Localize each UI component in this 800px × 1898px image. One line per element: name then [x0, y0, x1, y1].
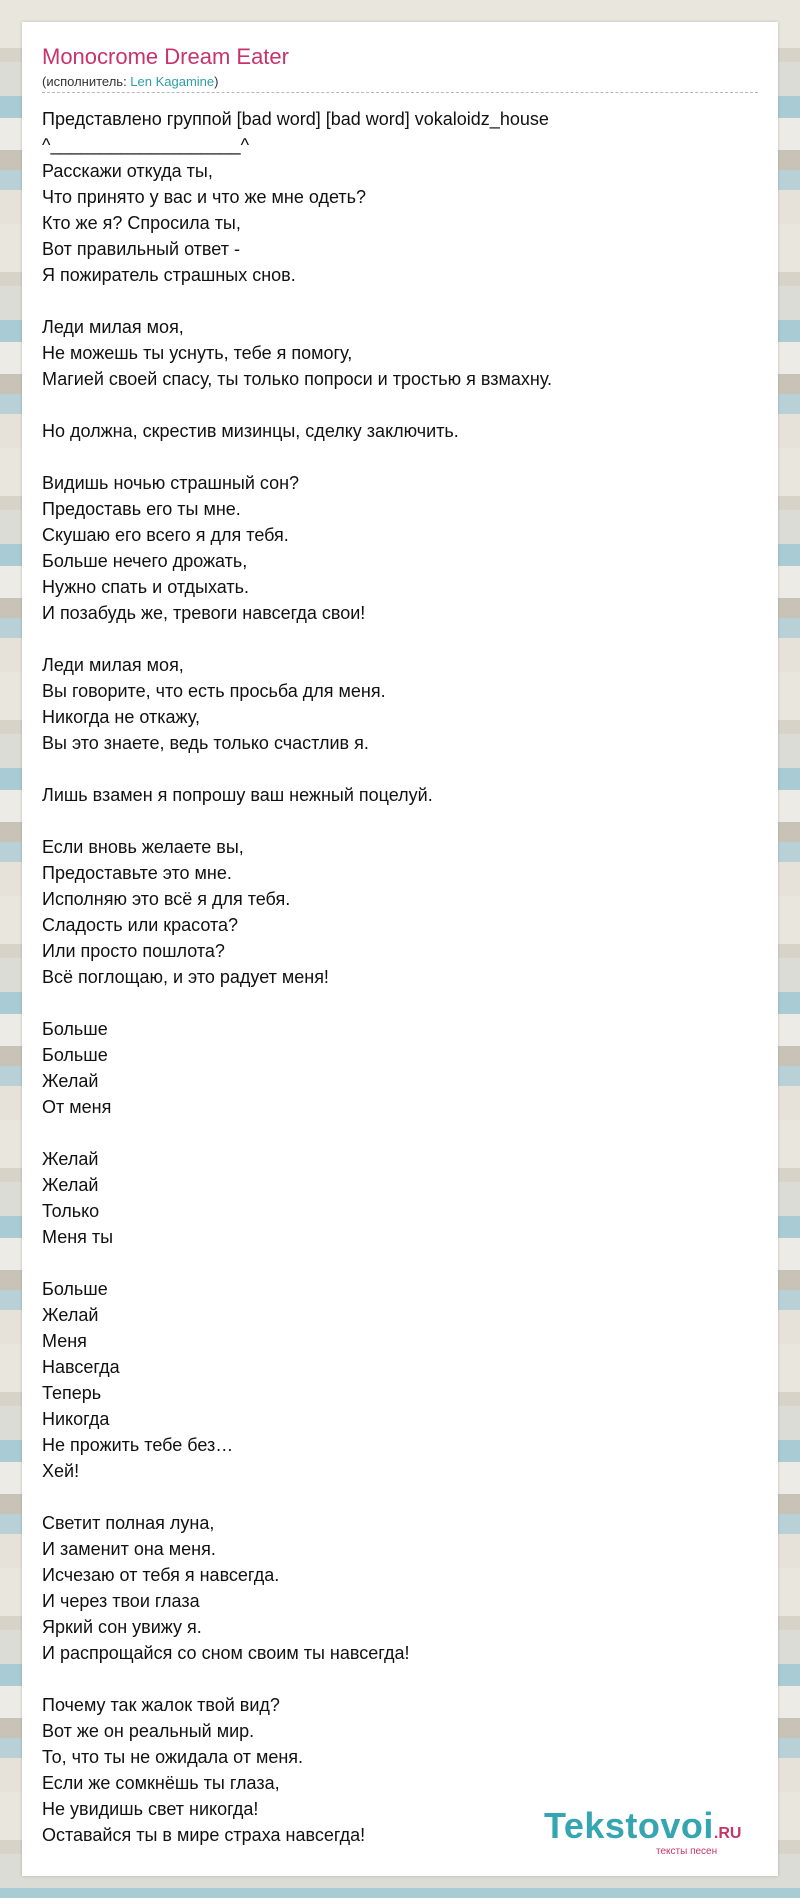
performer-prefix: (исполнитель:	[42, 74, 131, 89]
lyrics-text: Представлено группой [bad word] [bad word] vokaloidz_house ^___________________^ Расскажи откуда ты, Что принято у вас и что же мне одеть? Кто же я? Спросила ты, Вот правильный ответ - Я пожиратель страшных снов. Леди милая моя, Не можешь ты уснуть, тебе я помогу, Магией своей спасу, ты только попроси и тростью я взмахну. Но должна, скрестив мизинцы, сделку заключить. Видишь ночью страшный сон? Предоставь его ты мне. Скушаю его всего я для тебя. Больше нечего дрожать, Нужно спать и отдыхать. И позабудь же, тревоги навсегда свои! Леди милая моя, Вы говорите, что есть просьба для меня. Никогда не откажу, Вы это знаете, ведь только счастлив я. Лишь взамен я попрошу ваш нежный поцелуй. Если вновь желаете вы, Предоставьте это мне. Исполняю это всё я для тебя. Сладость или красота? Или просто пошлота? Всё поглощаю, и это радует меня! Больше Больше Желай От меня Желай Желай Только Меня ты Больше Желай Меня Навсегда Теперь Никогда Не прожить тебе без… Хей! Светит полная луна, И заменит она меня. Исчезаю от тебя я навсегда. И через твои глаза Яркий сон увижу я. И распрощайся со сном своим ты навсегда! Почему так жалок твой вид? Вот же он реальный мир. То, что ты не ожидала от меня. Если же сомкнёшь ты глаза, Не увидишь свет никогда! Оставайся ты в мире страха навсегда!	[42, 109, 553, 1845]
logo-tagline: тексты песен	[656, 1846, 718, 1857]
logo-tld: .RU	[713, 1825, 742, 1842]
site-logo[interactable]	[544, 1806, 754, 1860]
performer-suffix: )	[214, 74, 219, 89]
lyrics-card	[22, 22, 778, 1876]
logo-name: Tekstovoi	[544, 1805, 714, 1846]
artist-link[interactable]: Len Kagamine	[130, 74, 215, 89]
performer-line	[42, 73, 218, 91]
title-divider	[42, 92, 758, 93]
song-title: Monocrome Dream Eater	[42, 44, 289, 69]
